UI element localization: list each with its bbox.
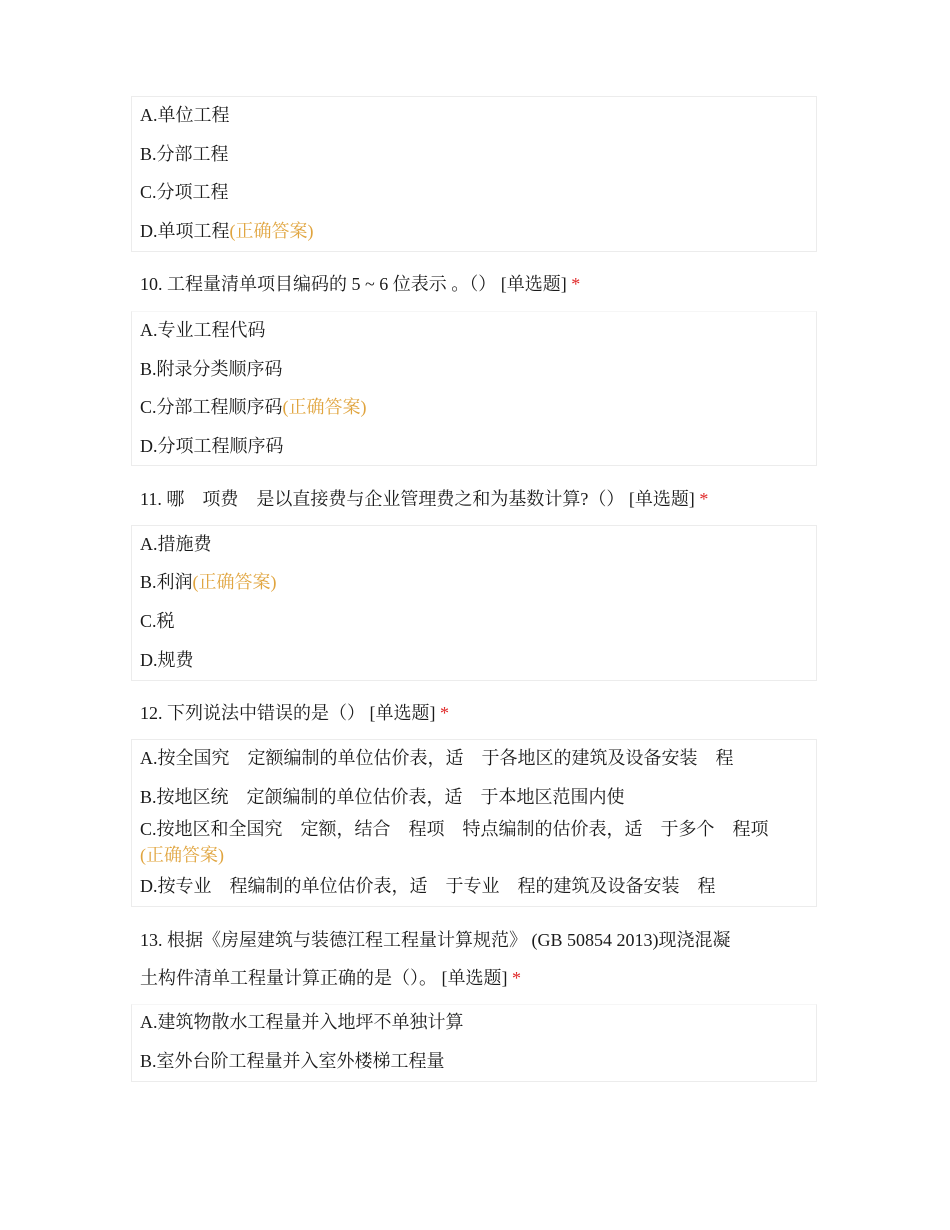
- q12-option-c-answer: [140, 844, 224, 866]
- q11-option-c[interactable]: [140, 610, 175, 632]
- option-label: B.利润: [140, 572, 193, 592]
- option-label: B.附录分类顺序码: [140, 359, 283, 379]
- option-label: A.单位工程: [140, 105, 230, 125]
- option-label: D.单项工程: [140, 221, 230, 241]
- option-label: A.建筑物散水工程量并入地坪不单独计算: [140, 1012, 464, 1032]
- correct-answer-mark: (正确答案): [140, 845, 224, 865]
- q11-option-b[interactable]: [140, 571, 277, 593]
- q13-title-line1: [140, 929, 731, 951]
- q12-option-b[interactable]: [140, 786, 625, 808]
- option-label: B.按地区统 定颌编制的单位估价表，适 于本地区范围内使: [140, 787, 625, 807]
- q12-option-d[interactable]: [140, 875, 716, 897]
- option-label: D.按专业 程编制的单位估价表，适 于专业 程的建筑及设备安装 程: [140, 876, 716, 896]
- q9-option-a[interactable]: [140, 104, 230, 126]
- q9-option-d[interactable]: [140, 220, 314, 242]
- correct-answer-mark: (正确答案): [282, 397, 367, 417]
- question-text: 10. 工程量清单项目编码的 5 ~ 6 位表示 。（） [单选题]: [140, 274, 567, 294]
- required-mark: *: [571, 274, 581, 294]
- correct-answer-mark: (正确答案): [192, 572, 277, 592]
- required-mark: *: [699, 489, 709, 509]
- q10-option-c[interactable]: [140, 396, 367, 418]
- q10-option-d[interactable]: [140, 435, 284, 457]
- option-label: A.措施费: [140, 534, 212, 554]
- question-text: 13. 根据《房屋建筑与装德江程工程量计算规范》 (GB 50854 2013)现浇混凝: [140, 930, 731, 950]
- option-label: D.分项工程顺序码: [140, 436, 284, 456]
- option-label: A.按全国究 定额编制的单位估价表，适 于各地区的建筑及设备安装 程: [140, 748, 734, 768]
- q10-title: [140, 273, 580, 295]
- option-label: D.规费: [140, 650, 194, 670]
- q11-option-a[interactable]: [140, 533, 212, 555]
- option-label: C.按地区和全国究 定额，结合 程项 特点编制的估价表，适 于多个 程项: [140, 819, 769, 839]
- question-text: 土构件清单工程量计算正确的是（）。 [单选题]: [140, 968, 508, 988]
- q10-option-a[interactable]: [140, 319, 266, 341]
- q9-option-b[interactable]: [140, 143, 229, 165]
- q10-option-b[interactable]: [140, 358, 283, 380]
- q11-title: [140, 488, 708, 510]
- q12-title: [140, 702, 449, 724]
- q9-option-c[interactable]: [140, 181, 229, 203]
- required-mark: *: [512, 968, 521, 988]
- q12-option-c[interactable]: [140, 818, 769, 840]
- q12-option-a[interactable]: [140, 747, 734, 769]
- correct-answer-mark: (正确答案): [229, 221, 314, 241]
- option-label: C.分部工程顺序码: [140, 397, 283, 417]
- option-label: C.税: [140, 611, 175, 631]
- question-text: 12. 下列说法中错误的是（） [单选题]: [140, 703, 436, 723]
- option-label: B.分部工程: [140, 144, 229, 164]
- option-label: B.室外台阶工程量并入室外楼梯工程量: [140, 1051, 445, 1071]
- required-mark: *: [440, 703, 449, 723]
- q13-option-b[interactable]: [140, 1050, 445, 1072]
- option-label: C.分项工程: [140, 182, 229, 202]
- option-label: A.专业工程代码: [140, 320, 266, 340]
- question-text: 11. 哪 项费 是以直接费与企业管理费之和为基数计算?（） [单选题]: [140, 489, 695, 509]
- q13-title-line2: [140, 967, 521, 989]
- q13-option-a[interactable]: [140, 1011, 464, 1033]
- q11-option-d[interactable]: [140, 649, 194, 671]
- q11-options-box: [131, 525, 817, 681]
